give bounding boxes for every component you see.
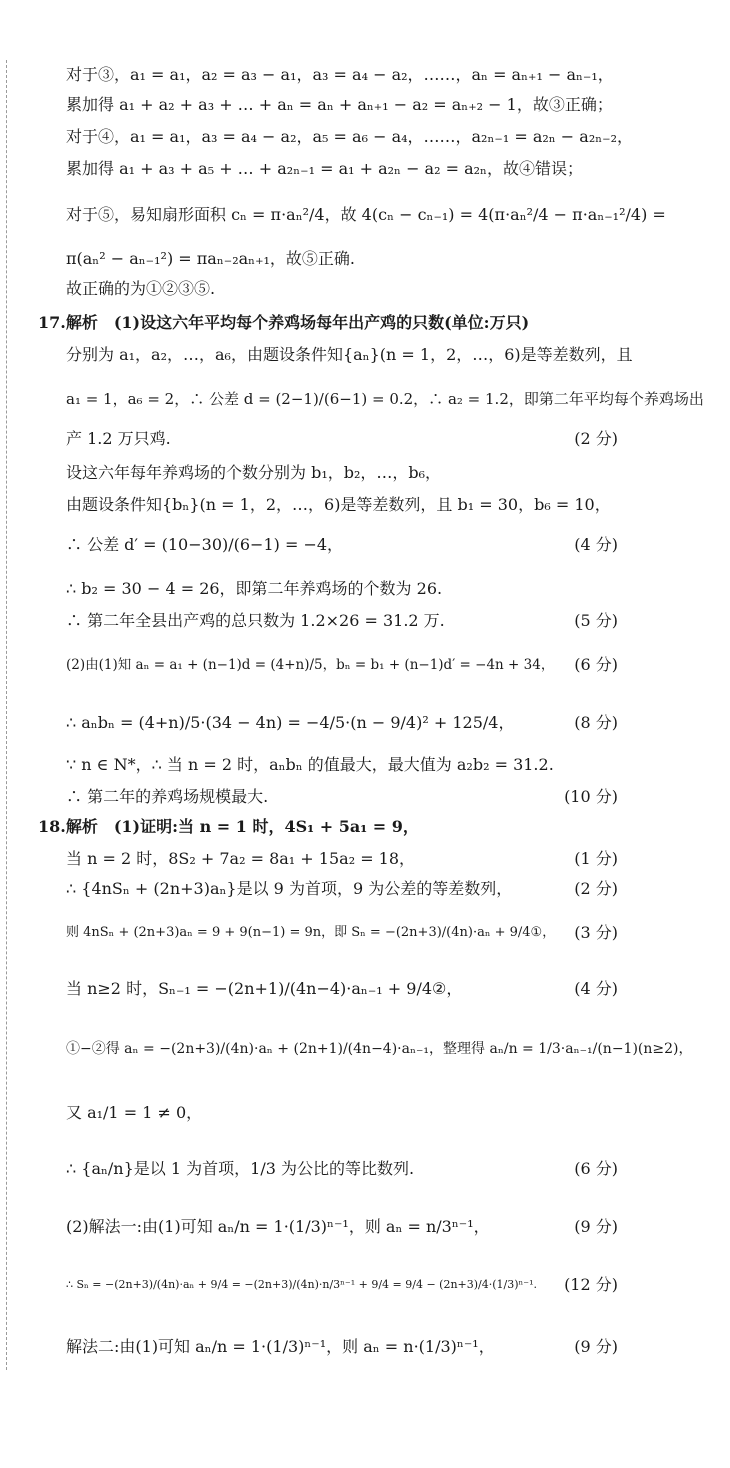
text-line	[0, 750, 730, 780]
line-text: 对于④，a₁ = a₁，a₃ = a₄ − a₂，a₅ = a₆ − a₄，……，a₂ₙ₋₁ = a₂ₙ − a₂ₙ₋₂，	[66, 127, 634, 146]
score-label: (10 分)	[564, 787, 618, 806]
line-text: ∴ 第二年全县出产鸡的总只数为 1.2×26 = 31.2 万.	[66, 611, 445, 630]
line-text: 分别为 a₁，a₂，…，a₆，由题设条件知{aₙ}(n = 1，2，…，6)是等差数列，且	[66, 345, 633, 364]
line-text: 由题设条件知{bₙ}(n = 1，2，…，6)是等差数列，且 b₁ = 30，b₆ = 10，	[66, 495, 611, 514]
score-label: (12 分)	[564, 1275, 618, 1294]
score-label: (9 分)	[574, 1337, 618, 1356]
score-label: (6 分)	[574, 655, 618, 674]
line-text: ∴ {4nSₙ + (2n+3)aₙ}是以 9 为首项，9 为公差的等差数列，	[66, 879, 513, 898]
line-text: 又 a₁/1 = 1 ≠ 0，	[66, 1103, 203, 1122]
question-17-heading	[0, 308, 730, 338]
text-line	[0, 844, 730, 874]
line-text: 产 1.2 万只鸡.	[66, 429, 171, 448]
line-text: (2)解法一:由(1)可知 aₙ/n = 1·(1/3)ⁿ⁻¹，则 aₙ = n/3ⁿ⁻¹，	[66, 1217, 490, 1236]
line-text: 对于③，a₁ = a₁，a₂ = a₃ − a₁，a₃ = a₄ − a₂，……，aₙ = aₙ₊₁ − aₙ₋₁，	[66, 65, 614, 84]
text-line	[0, 1212, 730, 1242]
line-text: a₁ = 1，a₆ = 2，∴ 公差 d = (2−1)/(6−1) = 0.2，∴ a₂ = 1.2，即第二年平均每个养鸡场出	[66, 390, 704, 408]
text-line	[0, 154, 730, 184]
score-label: (9 分)	[574, 1217, 618, 1236]
line-text: 累加得 a₁ + a₂ + a₃ + … + aₙ = aₙ + aₙ₊₁ − a₂ = aₙ₊₂ − 1，故③正确；	[66, 95, 613, 114]
text-line	[0, 384, 730, 414]
text-line	[0, 244, 730, 274]
score-label: (3 分)	[574, 923, 618, 942]
line-text: 对于⑤，易知扇形面积 cₙ = π·aₙ²/4，故 4(cₙ − cₙ₋₁) = 4(π·aₙ²/4 − π·aₙ₋₁²/4) =	[66, 205, 666, 224]
text-line	[0, 1098, 730, 1128]
text-line	[0, 530, 730, 560]
text-line	[0, 458, 730, 488]
text-line	[0, 90, 730, 120]
line-text: ∴ 第二年的养鸡场规模最大.	[66, 787, 269, 806]
line-text: 设这六年每年养鸡场的个数分别为 b₁，b₂，…，b₆，	[66, 463, 442, 482]
score-label: (6 分)	[574, 1159, 618, 1178]
text-line	[0, 122, 730, 152]
score-label: (1 分)	[574, 849, 618, 868]
text-line	[0, 874, 730, 904]
text-line	[0, 1332, 730, 1362]
text-line	[0, 274, 730, 304]
text-line	[0, 974, 730, 1004]
line-text: (2)由(1)知 aₙ = a₁ + (n−1)d = (4+n)/5，bₙ = b₁ + (n−1)d′ = −4n + 34，	[66, 657, 555, 673]
text-line	[0, 1270, 730, 1300]
score-label: (4 分)	[574, 979, 618, 998]
score-label: (8 分)	[574, 713, 618, 732]
text-line	[0, 918, 730, 948]
line-text: ∴ b₂ = 30 − 4 = 26，即第二年养鸡场的个数为 26.	[66, 579, 443, 598]
text-line	[0, 782, 730, 812]
score-label: (4 分)	[574, 535, 618, 554]
line-text: 累加得 a₁ + a₃ + a₅ + … + a₂ₙ₋₁ = a₁ + a₂ₙ − a₂ = a₂ₙ，故④错误；	[66, 159, 583, 178]
line-text: ∴ aₙbₙ = (4+n)/5·(34 − 4n) = −4/5·(n − 9/4)² + 125/4，	[66, 713, 515, 732]
line-text: ∵ n ∈ N*，∴ 当 n = 2 时，aₙbₙ 的值最大，最大值为 a₂b₂ = 31.2.	[66, 755, 554, 774]
text-line	[0, 200, 730, 230]
line-text: 故正确的为①②③⑤.	[66, 279, 216, 298]
line-text: 18.解析 (1)证明:当 n = 1 时，4S₁ + 5a₁ = 9，	[38, 817, 419, 836]
line-text: ∴ {aₙ/n}是以 1 为首项，1/3 为公比的等比数列.	[66, 1159, 415, 1178]
text-line	[0, 650, 730, 680]
line-text: ∴ Sₙ = −(2n+3)/(4n)·aₙ + 9/4 = −(2n+3)/(4n)·n/3ⁿ⁻¹ + 9/4 = 9/4 − (2n+3)/4·(1/3)ⁿ⁻¹.	[66, 1278, 538, 1291]
line-text: ①−②得 aₙ = −(2n+3)/(4n)·aₙ + (2n+1)/(4n−4)·aₙ₋₁，整理得 aₙ/n = 1/3·aₙ₋₁/(n−1)(n≥2)，	[66, 1041, 693, 1057]
text-line	[0, 574, 730, 604]
line-text: 当 n≥2 时，Sₙ₋₁ = −(2n+1)/(4n−4)·aₙ₋₁ + 9/4②，	[66, 979, 463, 998]
score-label: (2 分)	[574, 429, 618, 448]
text-line	[0, 708, 730, 738]
line-text: 当 n = 2 时，8S₂ + 7a₂ = 8a₁ + 15a₂ = 18，	[66, 849, 416, 868]
text-line	[0, 1034, 730, 1064]
question-18-heading	[0, 812, 730, 842]
line-text: 17.解析 (1)设这六年平均每个养鸡场每年出产鸡的只数(单位:万只)	[38, 313, 530, 332]
line-text: 则 4nSₙ + (2n+3)aₙ = 9 + 9(n−1) = 9n，即 Sₙ = −(2n+3)/(4n)·aₙ + 9/4①，	[66, 925, 556, 940]
score-label: (2 分)	[574, 879, 618, 898]
text-line	[0, 1154, 730, 1184]
score-label: (5 分)	[574, 611, 618, 630]
line-text: 解法二:由(1)可知 aₙ/n = 1·(1/3)ⁿ⁻¹，则 aₙ = n·(1/3)ⁿ⁻¹，	[66, 1337, 495, 1356]
line-text: π(aₙ² − aₙ₋₁²) = πaₙ₋₂aₙ₊₁，故⑤正确.	[66, 249, 356, 268]
text-line	[0, 340, 730, 370]
text-line	[0, 424, 730, 454]
line-text: ∴ 公差 d′ = (10−30)/(6−1) = −4，	[66, 535, 344, 554]
text-line	[0, 60, 730, 90]
text-line	[0, 490, 730, 520]
text-line	[0, 606, 730, 636]
